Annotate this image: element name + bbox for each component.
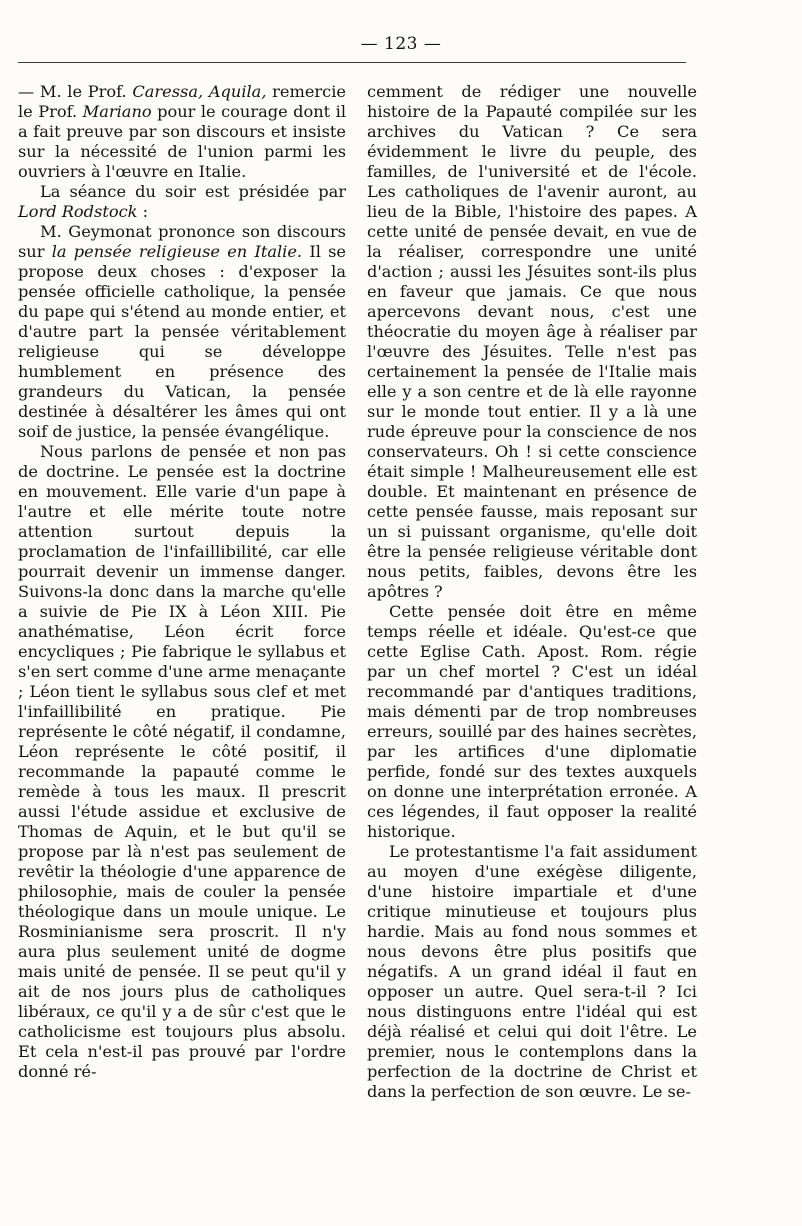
text-run: pour le courage dont il a fait preuve par son discours et insiste sur la nécessité de l'union parmi les ouvriers à l'œuvre en Italie.	[18, 102, 347, 181]
page-number: — 123 —	[360, 34, 442, 54]
right-column	[367, 82, 697, 1102]
text-run: :	[137, 202, 149, 221]
paragraph	[18, 222, 346, 442]
text-run: La séance du soir est présidée par	[40, 182, 346, 201]
text-run: Cette pensée doit être en même temps réelle et idéale. Qu'est-ce que cette Eglise Cath. Apost. Rom. régie par un chef mortel ? C'est un idéal recommandé par d'antiques traditions, mais démenti par de trop nombreuses erreurs, souillé par des haines secrètes, par les artifices d'une diplomatie perfide, fondé sur des textes auxquels on donne une interprétation erronée. A ces légendes, il faut opposer la realité historique.	[367, 602, 697, 841]
paragraph	[18, 182, 346, 222]
paragraph	[367, 82, 697, 602]
italic-text: Mariano	[82, 102, 152, 121]
left-column	[18, 82, 346, 1082]
paragraph	[18, 442, 346, 1082]
paragraph	[367, 842, 697, 1102]
header-rule	[18, 62, 686, 63]
text-run: Nous parlons de pensée et non pas de doctrine. Le pensée est la doctrine en mouvement. Elle varie d'un pape à l'autre et elle mérite toute notre attention surtout depuis la proclamation de l'infaillibilité, car elle pourrait devenir un immense danger. Suivons-la donc dans la marche qu'elle a suivie de Pie IX à Léon XIII. Pie anathématise, Léon écrit force encycliques ; Pie fabrique le syllabus et s'en sert comme d'une arme menaçante ; Léon tient le syllabus sous clef et met l'infaillibilité en pratique. Pie représente le côté négatif, il condamne, Léon représente le côté positif, il recommande la papauté comme le remède à tous les maux. Il prescrit aussi l'étude assidue et exclusive de Thomas de Aquin, et le but qu'il se propose par là n'est pas seulement de revêtir la théologie d'une apparence de philosophie, mais de couler la pensée théologique dans un moule unique. Le Rosminianisme sera proscrit. Il n'y aura plus seulement unité de dogme mais unité de pensée. Il se peut qu'il y ait de nos jours plus de catholiques libéraux, ce qu'il y a de sûr c'est que le catholicisme est toujours plus absolu. Et cela n'est-il pas prouvé par l'ordre donné ré-	[18, 442, 346, 1081]
text-run: Le protestantisme l'a fait assidument au moyen d'une exégèse diligente, d'une histoire impartiale et d'une critique minutieuse et toujours plus hardie. Mais au fond nous sommes et nous devons être plus positifs que négatifs. A un grand idéal il faut en opposer un autre. Quel sera-t-il ? Ici nous distinguons entre l'idéal qui est déjà réalisé et celui qui doit l'être. Le premier, nous le contemplons dans la perfection de la doctrine de Christ et dans la perfection de son œuvre. Le se-	[367, 842, 697, 1101]
paragraph	[367, 602, 697, 842]
text-run: M. Geymonat prononce son discours sur	[18, 222, 346, 261]
italic-text: la pensée religieuse en Italie.	[51, 242, 303, 261]
text-run: — M. le Prof.	[18, 82, 133, 101]
italic-text: Caressa, Aquila,	[132, 82, 267, 101]
italic-text: Lord Rodstock	[18, 202, 138, 221]
text-run: Il se propose deux choses : d'exposer la pensée officielle catholique, la pensée du pape qui s'étend au monde entier, et d'autre part la pensée véritablement religieuse qui se développe humblement en présence des grandeurs du Vatican, la pensée destinée à désaltérer les âmes qui ont soif de justice, la pensée évangélique.	[18, 242, 347, 441]
text-run: cemment de rédiger une nouvelle histoire de la Papauté compilée sur les archives du Vatican ? Ce sera évidemment le livre du peuple, des familles, de l'université et de l'école. Les catholiques de l'avenir auront, au lieu de la Bible, l'histoire des papes. A cette unité de pensée devait, en vue de la réaliser, correspondre une unité d'action ; aussi les Jésuites sont-ils plus en faveur que jamais. Ce que nous apercevons devant nous, c'est une théocratie du moyen âge à réaliser par l'œuvre des Jésuites. Telle n'est pas certainement la pensée de l'Italie mais elle y a son centre et de là elle rayonne sur le monde tout entier. Il y a là une rude épreuve pour la conscience de nos conservateurs. Oh ! si cette conscience était simple ! Malheureusement elle est double. Et maintenant en présence de cette pensée fausse, mais reposant sur un si puissant organisme, qu'elle doit être la pensée religieuse véritable dont nous petits, faibles, devons être les apôtres ?	[367, 82, 697, 601]
text-run: remercie le Prof.	[18, 82, 346, 121]
paragraph	[18, 82, 346, 182]
